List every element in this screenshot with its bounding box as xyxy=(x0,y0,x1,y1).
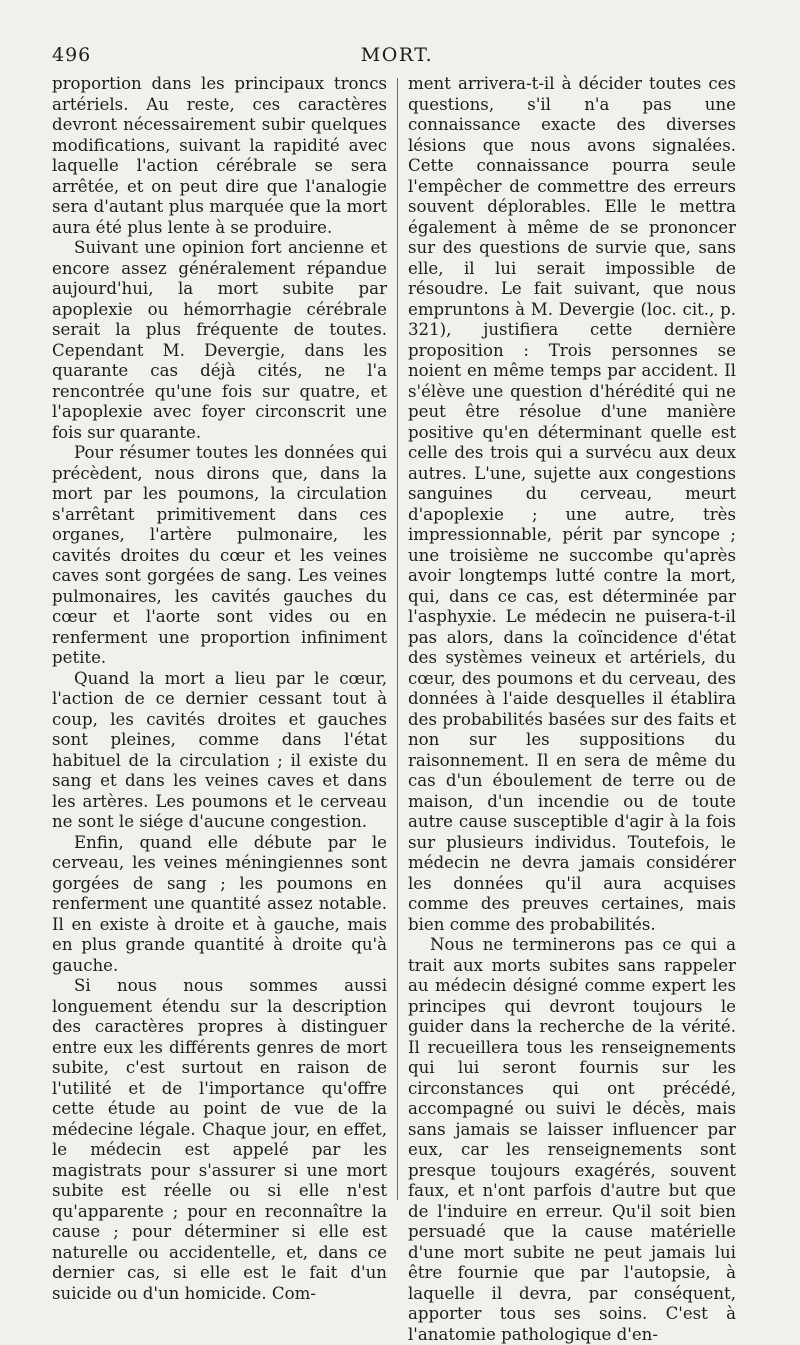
paragraph: Nous ne terminerons pas ce qui a trait aux morts subites sans rappeler au médecin désigné comme expert les principes qui devront toujours le guider dans la recherche de la vérité. Il recueillera tous les renseignements qui lui seront fournis sur les circonstances qui ont précédé, accompagné ou suivi le décès, mais sans jamais se laisser influencer par eux, car les renseignements sont presque toujours exagérés, souvent faux, et n'ont parfois d'autre but que de l'induire en erreur. Qu'il soit bien persuadé que la cause matérielle d'une mort subite ne peut jamais lui être fournie que par l'autopsie, à laquelle il devra, par conséquent, apporter tous ses soins. C'est à l'anatomie pathologique d'en- xyxy=(408,935,736,1344)
column-divider xyxy=(397,78,398,1200)
paragraph: Enfin, quand elle débute par le cerveau, les veines méningiennes sont gorgées de sang ; les poumons en renferment une quantité assez notable. Il en existe à droite et à gauche, mais en plus grande quantité à droite qu'à gauche. xyxy=(52,832,387,975)
page-number: 496 xyxy=(52,44,92,66)
running-title: MORT. xyxy=(360,44,434,66)
paragraph: proportion dans les principaux troncs artériels. Au reste, ces caractères devront nécessairement subir quelques modifications, suivant la rapidité avec laquelle l'action cérébrale se sera arrêtée, et on peut dire que l'analogie sera d'autant plus marquée que la mort aura été plus lente à se produire. xyxy=(52,74,387,237)
paragraph: ment arrivera-t-il à décider toutes ces questions, s'il n'a pas une connaissance exacte des diverses lésions que nous avons signalées. Cette connaissance pourra seule l'empêcher de commettre des erreurs souvent déplorables. Elle le mettra également à même de se prononcer sur des questions de survie que, sans elle, il lui serait impossible de résoudre. Le fait suivant, que nous empruntons à M. Devergie (loc. cit., p. 321), justifiera cette dernière proposition : Trois personnes se noient en même temps par accident. Il s'élève une question d'hérédité qui ne peut être résolue d'une manière positive qu'en déterminant quelle est celle des trois qui a survécu aux deux autres. L'une, sujette aux congestions sanguines du cerveau, meurt d'apoplexie ; une autre, très impressionnable, périt par syncope ; une troisième ne succombe qu'après avoir longtemps lutté contre la mort, qui, dans ce cas, est déterminée par l'asphyxie. Le médecin ne puisera-t-il pas alors, dans la coïncidence d'état des systèmes veineux et artériels, du cœur, des poumons et du cerveau, des données à l'aide desquelles il établira des probabilités basées sur des faits et non sur les suppositions du raisonnement. Il en sera de même du cas d'un éboulement de terre ou de maison, d'un incendie ou de toute autre cause susceptible d'agir à la fois sur plusieurs individus. Toutefois, le médecin ne devra jamais considérer les données qu'il aura acquises comme des preuves certaines, mais bien comme des probabilités. xyxy=(408,74,736,934)
paragraph: Suivant une opinion fort ancienne et encore assez généralement répandue aujourd'hui, la mort subite par apoplexie ou hémorrhagie cérébrale serait la plus fréquente de toutes. Cependant M. Devergie, dans les quarante cas déjà cités, ne l'a rencontrée qu'une fois sur quatre, et l'apoplexie avec foyer circonscrit une fois sur quarante. xyxy=(52,238,387,442)
paragraph: Si nous nous sommes aussi longuement étendu sur la description des caractères propres à distinguer entre eux les différents genres de mort subite, c'est surtout en raison de l'utilité et de l'importance qu'offre cette étude au point de vue de la médecine légale. Chaque jour, en effet, le médecin est appelé par les magistrats pour s'assurer si une mort subite est réelle ou si elle n'est qu'apparente ; pour en reconnaître la cause ; pour déterminer si elle est naturelle ou accidentelle, et, dans ce dernier cas, si elle est le fait d'un suicide ou d'un homicide. Com- xyxy=(52,976,387,1303)
left-column xyxy=(52,74,387,1304)
paragraph: Pour résumer toutes les données qui précèdent, nous dirons que, dans la mort par les poumons, la circulation s'arrêtant primitivement dans ces organes, l'artère pulmonaire, les cavités droites du cœur et les veines caves sont gorgées de sang. Les veines pulmonaires, les cavités gauches du cœur et l'aorte sont vides ou en renferment une proportion infiniment petite. xyxy=(52,443,387,667)
page-header xyxy=(52,44,742,70)
right-column xyxy=(408,74,736,1345)
paragraph: Quand la mort a lieu par le cœur, l'action de ce dernier cessant tout à coup, les cavités droites et gauches sont pleines, comme dans l'état habituel de la circulation ; il existe du sang et dans les veines caves et dans les artères. Les poumons et le cerveau ne sont le siége d'aucune congestion. xyxy=(52,668,387,831)
